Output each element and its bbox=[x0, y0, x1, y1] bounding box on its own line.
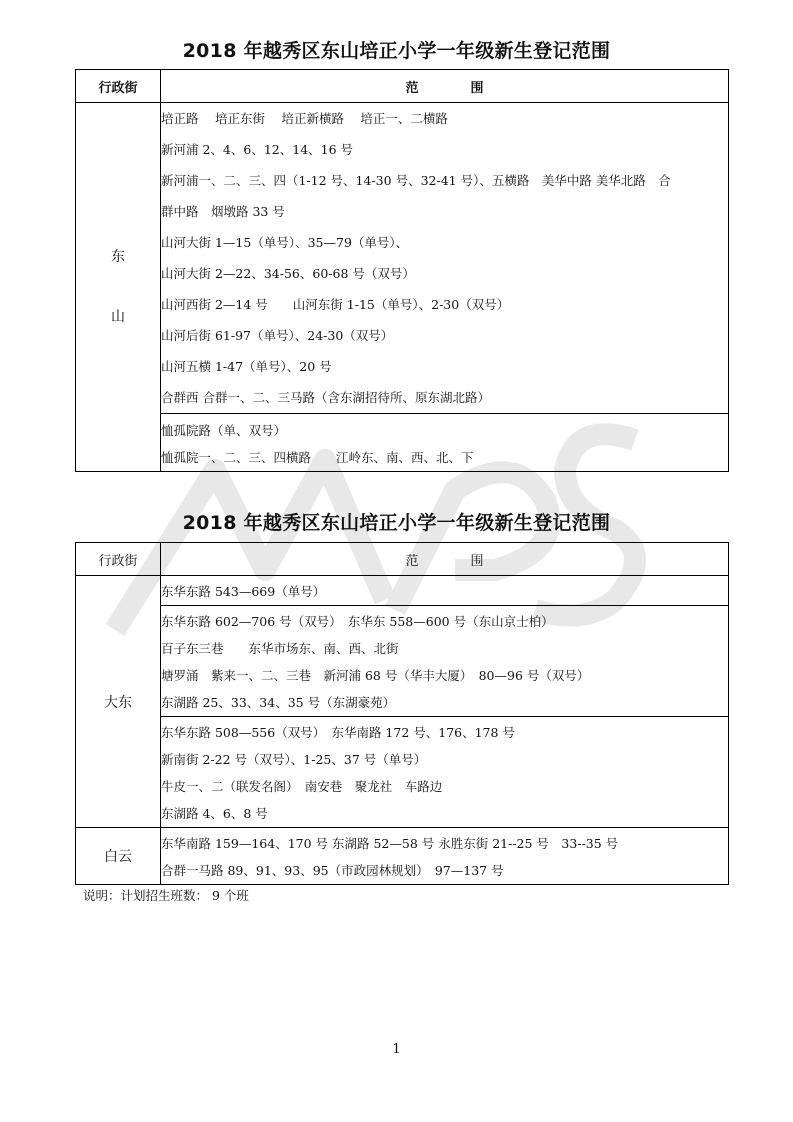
table-header-row bbox=[76, 543, 729, 576]
district-char-2: 山 bbox=[111, 308, 125, 325]
district-dadong: 大东 bbox=[76, 576, 161, 828]
district-dongshan bbox=[76, 103, 161, 472]
range-line: 恤孤院路（单、双号） bbox=[161, 423, 287, 438]
range-line: 新河浦一、二、三、四（1-12 号、14-30 号、32-41 号）、五横路 美华中路 美华北路 合 bbox=[161, 173, 671, 188]
range-block-dadong-b bbox=[161, 606, 729, 717]
header-range-char-2: 围 bbox=[470, 553, 484, 569]
header-range bbox=[161, 543, 729, 576]
enrollment-note: 说明：计划招生班数： 9 个班 bbox=[83, 888, 249, 903]
table-header-row bbox=[76, 70, 729, 103]
document-title-1: 2018 年越秀区东山培正小学一年级新生登记范围 bbox=[182, 40, 611, 62]
header-range bbox=[161, 70, 729, 103]
page-number: 1 bbox=[392, 1042, 401, 1057]
document-title-2: 2018 年越秀区东山培正小学一年级新生登记范围 bbox=[182, 512, 611, 534]
table-row bbox=[76, 103, 729, 414]
registration-table-2 bbox=[75, 542, 729, 885]
range-line: 牛皮一、二（联发名阁） 南安巷 聚龙社 车路边 bbox=[161, 779, 443, 794]
district-baiyun: 白云 bbox=[76, 828, 161, 885]
range-line: 山河西街 2—14 号 山河东街 1-15（单号）、2-30（双号） bbox=[161, 297, 510, 312]
range-line: 恤孤院一、二、三、四横路 江岭东、南、西、北、下 bbox=[161, 450, 474, 465]
range-line: 合群一马路 89、91、93、95（市政园林规划） 97—137 号 bbox=[161, 863, 504, 878]
range-line: 山河大街 1—15（单号）、35—79（单号）、 bbox=[161, 235, 409, 250]
range-line: 东华东路 602—706 号（双号） 东华东 558—600 号（东山京士柏） bbox=[161, 614, 554, 629]
table-row bbox=[76, 414, 729, 472]
range-line: 东湖路 4、6、8 号 bbox=[161, 806, 268, 821]
range-block-dadong-c bbox=[161, 717, 729, 828]
header-district: 行政街 bbox=[76, 70, 161, 103]
range-line: 塘罗涌 紫来一、二、三巷 新河浦 68 号（华丰大厦） 80—96 号（双号） bbox=[161, 668, 590, 683]
district-char-1: 东 bbox=[111, 248, 125, 265]
header-range-char-2: 围 bbox=[470, 80, 484, 96]
table-row bbox=[76, 717, 729, 828]
table-row bbox=[76, 576, 729, 606]
registration-table-1 bbox=[75, 69, 729, 472]
range-block-dongshan-a bbox=[161, 103, 729, 414]
range-line: 合群西 合群一、二、三马路（含东湖招待所、原东湖北路） bbox=[161, 390, 490, 405]
range-line: 山河五横 1-47（单号）、20 号 bbox=[161, 359, 332, 374]
range-block-dongshan-b bbox=[161, 414, 729, 472]
header-range-char-1: 范 bbox=[405, 553, 419, 569]
range-line: 新南街 2-22 号（双号）、1-25、37 号（单号） bbox=[161, 752, 427, 767]
table-row bbox=[76, 606, 729, 717]
header-district: 行政街 bbox=[76, 543, 161, 576]
range-line: 东华东路 508—556（双号） 东华南路 172 号、176、178 号 bbox=[161, 725, 515, 740]
range-line: 东华南路 159—164、170 号 东湖路 52—58 号 永胜东街 21--25 号 33--35 号 bbox=[161, 836, 619, 851]
range-line: 百子东三巷 东华市场东、南、西、北街 bbox=[161, 641, 399, 656]
header-range-char-1: 范 bbox=[405, 80, 419, 96]
range-line: 山河后街 61-97（单号）、24-30（双号） bbox=[161, 328, 394, 343]
range-line: 山河大街 2—22、34-56、60-68 号（双号） bbox=[161, 266, 415, 281]
range-line: 群中路 烟墩路 33 号 bbox=[161, 204, 285, 219]
range-block-dadong-a bbox=[161, 576, 729, 606]
range-line: 新河浦 2、4、6、12、14、16 号 bbox=[161, 142, 354, 157]
range-line: 培正路 培正东街 培正新横路 培正一、二横路 bbox=[161, 111, 448, 126]
range-line: 东华东路 543—669（单号） bbox=[161, 584, 326, 599]
range-block-baiyun bbox=[161, 828, 729, 885]
range-line: 东湖路 25、33、34、35 号（东湖豪苑） bbox=[161, 695, 396, 710]
table-row bbox=[76, 828, 729, 885]
